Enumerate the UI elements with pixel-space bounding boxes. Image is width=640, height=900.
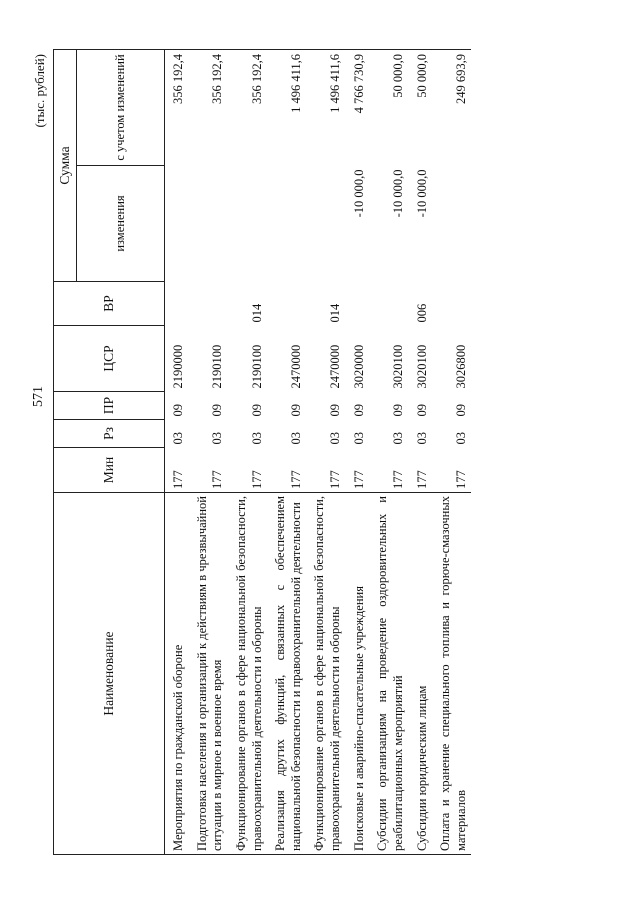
cell-vr: 006: [414, 303, 429, 323]
cell-changes: [189, 166, 228, 282]
header-min: Мин: [54, 448, 165, 493]
header-with-changes: с учетом изменений: [77, 49, 165, 165]
cell-rz: 03: [328, 432, 342, 445]
cell-csr: 3020100: [390, 344, 405, 389]
cell-csr: 2190100: [210, 344, 225, 389]
cell-pr: 09: [414, 404, 429, 417]
cell-changes: [165, 166, 189, 282]
cell-pr: 09: [288, 404, 303, 417]
cell-changes: [267, 166, 306, 282]
row-name: Поисковые и аварийно-спасательные учреждения: [346, 493, 370, 855]
cell-min: 177: [249, 470, 264, 489]
cell-min: 177: [453, 470, 468, 489]
cell-rz: 03: [288, 432, 303, 445]
cell-vr: [165, 282, 189, 326]
cell-total: 1 496 411,6: [306, 49, 345, 165]
cell-changes: -10 000,0: [414, 169, 429, 218]
table-row: [369, 49, 408, 854]
cell-total: 356 192,4: [228, 49, 267, 165]
cell-rz: 03: [210, 432, 225, 445]
table-row: [189, 49, 228, 854]
cell-pr: 09: [249, 404, 264, 417]
cell-csr: 2470000: [328, 344, 342, 389]
cell-min: 177: [210, 470, 225, 489]
page-number: 571: [31, 386, 46, 407]
table-row: [306, 49, 345, 854]
row-name: Реализация других функций, связанных с обеспечением национальной безопасности и правоохранительной деятельности: [267, 493, 306, 855]
cell-changes: -10 000,0: [390, 169, 405, 218]
cell-total: 1 496 411,6: [267, 49, 306, 165]
units-label: (тыс. рублей): [32, 54, 47, 128]
table-row: [165, 49, 189, 854]
cell-vr: [369, 282, 408, 326]
table-row: [346, 49, 370, 854]
header-rz: Рз: [54, 420, 165, 448]
cell-min: 177: [328, 470, 342, 489]
cell-csr: 2190000: [171, 344, 185, 389]
cell-vr: 014: [328, 303, 342, 323]
cell-csr: 3020100: [414, 344, 429, 389]
table-header: [54, 49, 165, 854]
row-name: Функционирование органов в сфере национальной безопасности, правоохранительной деятельности и обороны: [306, 493, 345, 855]
header-changes: изменения: [77, 166, 165, 282]
cell-vr: [189, 282, 228, 326]
header-vr: ВР: [54, 282, 165, 326]
cell-vr: [346, 282, 370, 326]
row-name: Мероприятия по гражданской обороне: [165, 493, 189, 855]
cell-changes: [228, 166, 267, 282]
cell-min: 177: [171, 470, 185, 489]
cell-vr: [267, 282, 306, 326]
cell-total: 356 192,4: [189, 49, 228, 165]
cell-rz: 03: [171, 432, 185, 445]
cell-csr: 2470000: [288, 344, 303, 389]
row-name: Субсидии организациям на проведение оздоровительных и реабилитационных мероприятий: [369, 493, 408, 855]
table-row: [409, 49, 433, 854]
cell-total: 249 693,9: [432, 49, 471, 165]
cell-min: 177: [390, 470, 405, 489]
header-sum: Сумма: [54, 49, 77, 281]
cell-vr: 014: [249, 303, 264, 323]
cell-pr: 09: [390, 404, 405, 417]
row-name: Функционирование органов в сфере национальной безопасности, правоохранительной деятельности и обороны: [228, 493, 267, 855]
cell-rz: 03: [414, 432, 429, 445]
cell-rz: 03: [351, 432, 366, 445]
cell-rz: 03: [390, 432, 405, 445]
cell-csr: 3020000: [351, 344, 366, 389]
header-csr: ЦСР: [54, 326, 165, 392]
cell-changes: [306, 166, 345, 282]
cell-min: 177: [288, 470, 303, 489]
row-name: Подготовка населения и организаций к действиям в чрезвычайной ситуации в мирное и военное время: [189, 493, 228, 855]
table-body: [165, 49, 472, 854]
cell-total: 50 000,0: [409, 49, 433, 165]
cell-total: 50 000,0: [369, 49, 408, 165]
header-name: Наименование: [54, 493, 165, 855]
cell-pr: 09: [210, 404, 225, 417]
cell-changes: -10 000,0: [351, 169, 366, 218]
cell-vr: [432, 282, 471, 326]
row-name: Субсидии юридическим лицам: [409, 493, 433, 855]
table-row: [228, 49, 267, 854]
cell-pr: 09: [171, 404, 185, 417]
budget-table: [53, 49, 471, 855]
cell-csr: 2190100: [249, 344, 264, 389]
cell-changes: [432, 166, 471, 282]
cell-csr: 3026800: [453, 344, 468, 389]
row-name: Оплата и хранение специального топлива и горюче-смазочных материалов: [432, 493, 471, 855]
cell-rz: 03: [249, 432, 264, 445]
cell-pr: 09: [328, 404, 342, 417]
cell-min: 177: [351, 470, 366, 489]
cell-min: 177: [414, 470, 429, 489]
cell-rz: 03: [453, 432, 468, 445]
header-pr: ПР: [54, 392, 165, 420]
cell-pr: 09: [453, 404, 468, 417]
cell-total: 356 192,4: [165, 49, 189, 165]
table-row: [432, 49, 471, 854]
cell-total: 4 766 730,9: [346, 49, 370, 165]
cell-pr: 09: [351, 404, 366, 417]
table-row: [267, 49, 306, 854]
